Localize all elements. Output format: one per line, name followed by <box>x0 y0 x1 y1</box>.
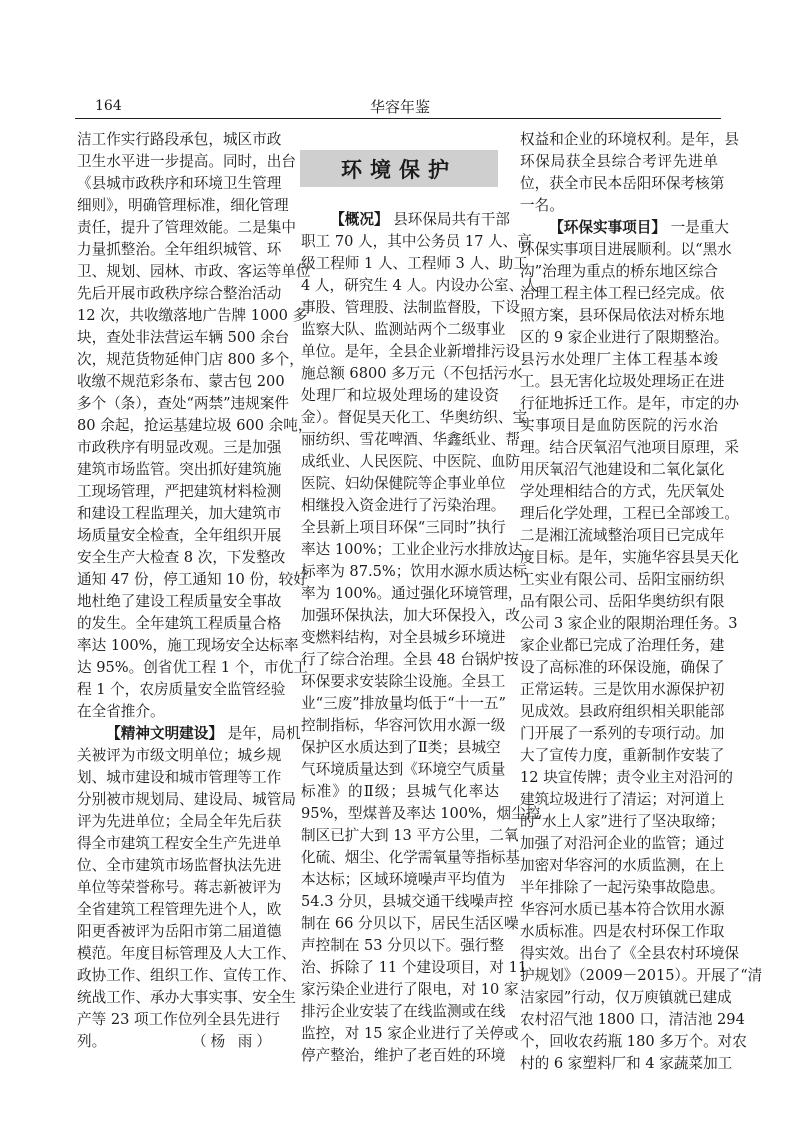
column-right <box>520 129 763 1075</box>
line-text: 丽纺织、雪花啤酒、华鑫纸业、帮 <box>301 431 520 448</box>
line-text: 场质量安全检查，全年组织开展 <box>77 527 282 544</box>
text-line <box>77 591 282 613</box>
line-text: 行了综合治理。全县 48 台锅炉按 <box>301 651 519 668</box>
text-line <box>520 525 725 547</box>
text-line <box>77 701 275 723</box>
line-text: 收缴不规范彩条布、蒙古包 200 <box>77 373 285 390</box>
line-text: 正常运转。三是饮用水源保护初 <box>520 681 725 698</box>
text-line <box>77 129 282 151</box>
section-title-box <box>300 150 498 187</box>
text-line <box>77 393 289 415</box>
text-line <box>301 935 504 957</box>
line-text: 理。结合厌氧沼气池项目原理，采 <box>520 439 739 456</box>
text-line <box>77 767 282 789</box>
text-line <box>77 613 282 635</box>
line-text: 县环保局共有干部 <box>388 211 510 228</box>
line-text: 单位等荣誉称号。蒋志新被评为 <box>77 879 282 896</box>
text-line <box>77 503 282 525</box>
line-text: 评为先进单位；全局全年先后获 <box>77 813 282 830</box>
line-text: 家污染企业进行了限电，对 10 家 <box>301 981 519 998</box>
text-line <box>77 327 290 349</box>
line-text: 农村沼气池 1800 口，清洁池 294 <box>520 1011 745 1028</box>
line-text: 块，查处非法营运车辆 500 余台 <box>77 329 290 346</box>
text-line <box>520 283 725 305</box>
line-text: 化硫、烟尘、化学需氧量等指标基 <box>301 849 520 866</box>
line-text: 54.3 分贝，县城交通干线噪声控 <box>301 893 514 910</box>
text-line <box>520 349 718 371</box>
text-line <box>77 239 282 261</box>
line-text: 模范。年度目标管理及人大工作、 <box>77 945 296 962</box>
line-text: 一名。 <box>520 197 564 214</box>
text-line <box>77 1031 275 1053</box>
line-text: 先后开展市政秩序综合整治活动 <box>77 285 282 302</box>
line-text: 照方案，县环保局依法对桥东地 <box>520 307 725 324</box>
text-line <box>301 275 538 297</box>
line-text: 卫生水平进一步提高。同时，出台 <box>77 153 296 170</box>
text-line <box>77 789 296 811</box>
line-text: 治理工程主体工程已经完成。依 <box>520 285 725 302</box>
line-text: 95%，型煤普及率达 100%，烟尘控 <box>301 805 541 822</box>
line-text: 加强了对沿河企业的监管；通过 <box>520 835 725 852</box>
line-text: 得实效。出台了《全县农村环境保 <box>520 945 739 962</box>
line-text: 大了宣传力度，重新制作安装了 <box>520 747 725 764</box>
line-text: 的发生。全年建筑工程质量合格 <box>77 615 282 632</box>
line-text: 市政秩序有明显改观。三是加强 <box>77 439 282 456</box>
text-line <box>520 393 739 415</box>
line-text: 度目标。是年，实施华容县昊天化 <box>520 549 739 566</box>
line-text: 洁家园”行动，仅万庾镇就已建成 <box>520 989 732 1006</box>
text-line <box>77 415 313 437</box>
column-left <box>77 129 313 1053</box>
text-line <box>301 649 519 671</box>
author-credit: （杨 雨） <box>191 1033 275 1050</box>
running-header-title: 华容年鉴 <box>369 98 430 116</box>
text-line <box>77 459 282 481</box>
text-line <box>520 371 725 393</box>
line-text: 村的 6 家塑料厂和 4 家蔬菜加工 <box>520 1055 733 1072</box>
line-text: 率为 100%。通过强化环境管理， <box>301 585 523 602</box>
line-text: 率达 100%；工业企业污水排放达 <box>301 541 523 558</box>
text-line <box>520 305 725 327</box>
line-text: 成纸业、人民医院、中医院、血防 <box>301 453 520 470</box>
line-text: 环保实事项目进展顺利。以“黑水 <box>520 241 732 258</box>
text-line <box>520 855 725 877</box>
line-text: 多个（条），查处“两禁”违规案件 <box>77 395 289 412</box>
text-line <box>520 943 739 965</box>
line-text: 品有限公司、岳阳华奥纺织有限 <box>520 593 725 610</box>
line-text: 关被评为市级文明单位；城乡规 <box>77 747 282 764</box>
line-text: 列。 <box>77 1033 107 1050</box>
text-line <box>77 349 304 371</box>
text-line <box>301 605 520 627</box>
line-text: 金）。督促昊天化工、华奥纺织、宝 <box>301 409 528 426</box>
text-line <box>77 547 286 569</box>
line-text: 标准》的Ⅱ级；县城气化率达 <box>301 783 499 800</box>
text-line <box>301 561 528 583</box>
line-text: 华容河水质已基本符合饮用水源 <box>520 901 725 918</box>
text-line <box>301 979 519 1001</box>
text-line <box>77 855 282 877</box>
text-line <box>301 891 514 913</box>
text-line <box>77 921 282 943</box>
line-text: 县污水处理厂主体工程基本竣 <box>520 351 718 368</box>
text-line <box>301 671 506 693</box>
text-line <box>301 825 519 847</box>
line-text: 单位。是年，全县企业新增排污设 <box>301 343 520 360</box>
line-text: 监控，对 15 家企业进行了关停或 <box>301 1025 519 1042</box>
text-line <box>77 283 282 305</box>
line-text: 次，规范货物延伸门店 800 多个， <box>77 351 304 368</box>
text-line <box>301 341 520 363</box>
text-line <box>77 811 282 833</box>
text-line <box>301 539 523 561</box>
line-text: 政协工作、组织工作、宣传工作、 <box>77 967 296 984</box>
text-line <box>520 635 725 657</box>
line-text: 一是重大 <box>665 219 729 236</box>
text-line <box>301 583 523 605</box>
line-text: 工实业有限公司、岳阳宝丽纺织 <box>520 571 725 588</box>
text-line <box>77 151 296 173</box>
line-text: 阳更香被评为岳阳市第二届道德 <box>77 923 282 940</box>
header-rule <box>75 118 721 119</box>
line-text: 施总额 6800 多万元（不包括污水 <box>301 365 523 382</box>
line-text: 12 次，共收缴落地广告牌 1000 多 <box>77 307 308 324</box>
line-text: 制在 66 分贝以下，居民生活区噪 <box>301 915 519 932</box>
line-text: 半年排除了一起污染事故隐患。 <box>520 879 725 896</box>
line-text: 安全生产大检查 8 次，下发整改 <box>77 549 286 566</box>
text-line <box>77 987 296 1009</box>
text-line <box>301 847 520 869</box>
line-text: 护规划》（2009－2015）。开展了“清 <box>520 967 763 984</box>
line-text: 划、城市建设和城市管理等工作 <box>77 769 282 786</box>
text-line <box>77 569 308 591</box>
text-line <box>520 811 725 833</box>
line-text: 理后化学处理，工程已全部竣工。 <box>520 505 739 522</box>
line-text: 气环境质量达到《环境空气质量 <box>301 761 506 778</box>
line-text: 程 1 个，农房质量安全监管经验 <box>77 681 286 698</box>
text-line <box>301 385 499 407</box>
line-text: 加强环保执法，加大环保投入，改 <box>301 607 520 624</box>
line-text: 80 余起，抢运基建垃圾 600 余吨， <box>77 417 313 434</box>
text-line <box>77 437 282 459</box>
text-line <box>520 481 725 503</box>
line-text: 标率为 87.5%；饮用水源水质达标 <box>301 563 528 580</box>
text-line <box>77 833 282 855</box>
text-line <box>301 297 520 319</box>
text-line <box>520 899 725 921</box>
text-line <box>301 231 532 253</box>
line-text: 细则》，明确管理标准，细化管理 <box>77 197 289 214</box>
column-middle <box>301 209 541 1067</box>
text-line <box>520 987 732 1009</box>
text-line <box>301 517 506 539</box>
text-line <box>301 913 519 935</box>
text-line <box>77 371 285 393</box>
text-line <box>520 965 763 987</box>
text-line <box>520 327 729 349</box>
line-text: 业“三废”排放量均低于“十一五” <box>301 695 506 712</box>
line-text: 12 块宣传牌；责令业主对沿河的 <box>520 769 733 786</box>
text-line <box>77 679 286 701</box>
text-line <box>301 627 506 649</box>
line-text: 工现场管理，严把建筑材料检测 <box>77 483 282 500</box>
line-text: 建筑垃圾进行了清运；对河道上 <box>520 791 725 808</box>
line-text: 力量抓整治。全年组织城管、环 <box>77 241 282 258</box>
line-text: 声控制在 53 分贝以下。强行整 <box>301 937 504 954</box>
line-text: 4 人，研究生 4 人。内设办公室、人 <box>301 277 538 294</box>
text-line <box>301 759 506 781</box>
text-line <box>301 495 506 517</box>
subsection-lead-line <box>77 723 301 745</box>
subsection-lead-line <box>520 217 729 239</box>
line-text: 《县城市政秩序和环境卫生管理 <box>77 175 282 192</box>
text-line <box>77 1009 280 1031</box>
text-line <box>520 129 739 151</box>
line-text: 在全省推介。 <box>77 703 165 720</box>
text-line <box>301 781 499 803</box>
line-text: 沟”治理为重点的桥东地区综合 <box>520 263 718 280</box>
line-text: 停产整治，维护了老百姓的环境 <box>301 1047 506 1064</box>
subsection-lead-line <box>301 209 510 231</box>
subsection-heading: 【概况】 <box>330 211 389 228</box>
text-line <box>301 473 506 495</box>
text-line <box>520 745 725 767</box>
line-text: 职工 70 人，其中公务员 17 人、高 <box>301 233 532 250</box>
line-text: 环保要求安装除尘设施。全县工 <box>301 673 506 690</box>
text-line <box>520 723 725 745</box>
text-line <box>520 1053 733 1075</box>
line-text: 用厌氧沼气池建设和二氧化氯化 <box>520 461 725 478</box>
text-line <box>77 745 282 767</box>
text-line <box>520 173 725 195</box>
line-text: 监察大队、监测站两个二级事业 <box>301 321 506 338</box>
line-text: 分别被市规划局、建设局、城管局 <box>77 791 296 808</box>
text-line <box>301 429 520 451</box>
line-text: 环保局获全县综合考评先进单 <box>520 153 718 170</box>
line-text: 加密对华容河的水质监测，在上 <box>520 857 725 874</box>
text-line <box>77 877 282 899</box>
line-text: 公司 3 家企业的限期治理任务。3 <box>520 615 738 632</box>
text-line <box>520 657 725 679</box>
text-line <box>77 899 282 921</box>
text-line <box>520 789 725 811</box>
text-line <box>301 693 506 715</box>
line-text: 家企业都已完成了治理任务，建 <box>520 637 725 654</box>
line-text: 是年，局机 <box>222 725 301 742</box>
text-line <box>520 459 725 481</box>
text-line <box>301 737 499 759</box>
line-text: 工。县无害化垃圾处理场正在进 <box>520 373 725 390</box>
text-line <box>301 869 506 891</box>
line-text: 见成效。县政府组织相关职能部 <box>520 703 725 720</box>
subsection-heading: 【环保实事项目】 <box>549 219 666 236</box>
text-line <box>520 767 733 789</box>
text-line <box>520 1031 747 1053</box>
section-title: 环境保护 <box>341 157 457 182</box>
line-text: 卫、规划、园林、市政、客运等单位 <box>77 263 311 280</box>
line-text: 排污企业安装了在线监测或在线 <box>301 1003 506 1020</box>
line-text: 设了高标准的环保设施，确保了 <box>520 659 725 676</box>
line-text: 位，获全市民本岳阳环保考核第 <box>520 175 725 192</box>
text-line <box>520 679 725 701</box>
line-text: 变燃料结构，对全县城乡环境进 <box>301 629 506 646</box>
line-text: 学处理相结合的方式，先厌氧处 <box>520 483 725 500</box>
line-text: 相继投入资金进行了污染治理。 <box>301 497 506 514</box>
text-line <box>301 1023 519 1045</box>
text-line <box>301 957 528 979</box>
text-line <box>520 239 732 261</box>
text-line <box>520 613 738 635</box>
text-line <box>301 803 541 825</box>
subsection-heading: 【精神文明建设】 <box>106 725 223 742</box>
text-line <box>301 451 520 473</box>
line-text: 实事项目是血防医院的污水治 <box>520 417 718 434</box>
line-text: 二是湘江流域整治项目已完成年 <box>520 527 725 544</box>
line-text: 个，回收农药瓶 180 多万个。对农 <box>520 1033 747 1050</box>
text-line <box>520 877 725 899</box>
line-text: 地杜绝了建设工程质量安全事故 <box>77 593 282 610</box>
text-line <box>77 195 289 217</box>
line-text: 位、全市建筑市场监督执法先进 <box>77 857 282 874</box>
line-text: 得全市建筑工程安全生产先进单 <box>77 835 282 852</box>
line-text: 级工程师 1 人、工程师 3 人、助工 <box>301 255 528 272</box>
line-text: 责任，提升了管理效能。二是集中 <box>77 219 296 236</box>
line-text: 门开展了一系列的专项行动。加 <box>520 725 725 742</box>
text-line <box>520 1009 745 1031</box>
text-line <box>301 319 506 341</box>
line-text: 保护区水质达到了Ⅱ类；县城空 <box>301 739 501 756</box>
line-text: 本达标；区域环境噪声平均值为 <box>301 871 506 888</box>
line-text: 行征地拆迁工作。是年，市定的办 <box>520 395 739 412</box>
line-text: 的“水上人家”进行了坚决取缔； <box>520 813 725 830</box>
line-text: 率达 100%，施工现场安全达标率 <box>77 637 299 654</box>
text-line <box>520 569 725 591</box>
text-line <box>520 195 718 217</box>
line-text: 产等 23 项工作位列全县先进行 <box>77 1011 280 1028</box>
line-text: 洁工作实行路段承包，城区市政 <box>77 131 282 148</box>
text-line <box>520 833 725 855</box>
line-text: 通知 47 份，停工通知 10 份，较好 <box>77 571 308 588</box>
text-line <box>77 635 299 657</box>
text-line <box>301 715 506 737</box>
text-line <box>77 525 282 547</box>
text-line <box>77 217 296 239</box>
text-line <box>520 503 739 525</box>
line-text: 权益和企业的环境权利。是年，县 <box>520 131 739 148</box>
text-line <box>77 943 296 965</box>
text-line <box>77 173 282 195</box>
text-line <box>77 657 308 679</box>
line-text: 达 95%。创省优工程 1 个，市优工 <box>77 659 308 676</box>
text-line <box>520 921 725 943</box>
line-text: 制区已扩大到 13 平方公里，二氧 <box>301 827 519 844</box>
text-line <box>301 407 528 429</box>
line-text: 水质标准。四是农村环保工作取 <box>520 923 725 940</box>
text-line <box>77 965 296 987</box>
text-line <box>520 547 739 569</box>
line-text: 治、拆除了 11 个建设项目，对 11 <box>301 959 528 976</box>
text-line <box>301 363 523 385</box>
text-line <box>77 481 282 503</box>
line-text: 控制指标，华容河饮用水源一级 <box>301 717 506 734</box>
text-line <box>520 437 739 459</box>
line-text: 处理厂和垃圾处理场的建设资 <box>301 387 499 404</box>
text-line <box>301 1001 506 1023</box>
line-text: 医院、妇幼保健院等企事业单位 <box>301 475 506 492</box>
text-line <box>520 701 725 723</box>
line-text: 事股、管理股、法制监督股，下设 <box>301 299 520 316</box>
text-line <box>520 591 725 613</box>
text-line <box>301 253 528 275</box>
text-line <box>520 261 718 283</box>
text-line <box>301 1045 506 1067</box>
text-line <box>520 415 718 437</box>
text-line <box>77 305 308 327</box>
line-text: 和建设工程监理关，加大建筑市 <box>77 505 282 522</box>
line-text: 全省建筑工程管理先进个人，欧 <box>77 901 282 918</box>
line-text: 区的 9 家企业进行了限期整治。 <box>520 329 729 346</box>
line-text: 全县新上项目环保“三同时”执行 <box>301 519 506 536</box>
line-text: 统战工作、承办大事实事、安全生 <box>77 989 296 1006</box>
text-line <box>520 151 718 173</box>
page-number: 164 <box>95 98 122 114</box>
text-line <box>77 261 311 283</box>
line-text: 建筑市场监管。突出抓好建筑施 <box>77 461 282 478</box>
